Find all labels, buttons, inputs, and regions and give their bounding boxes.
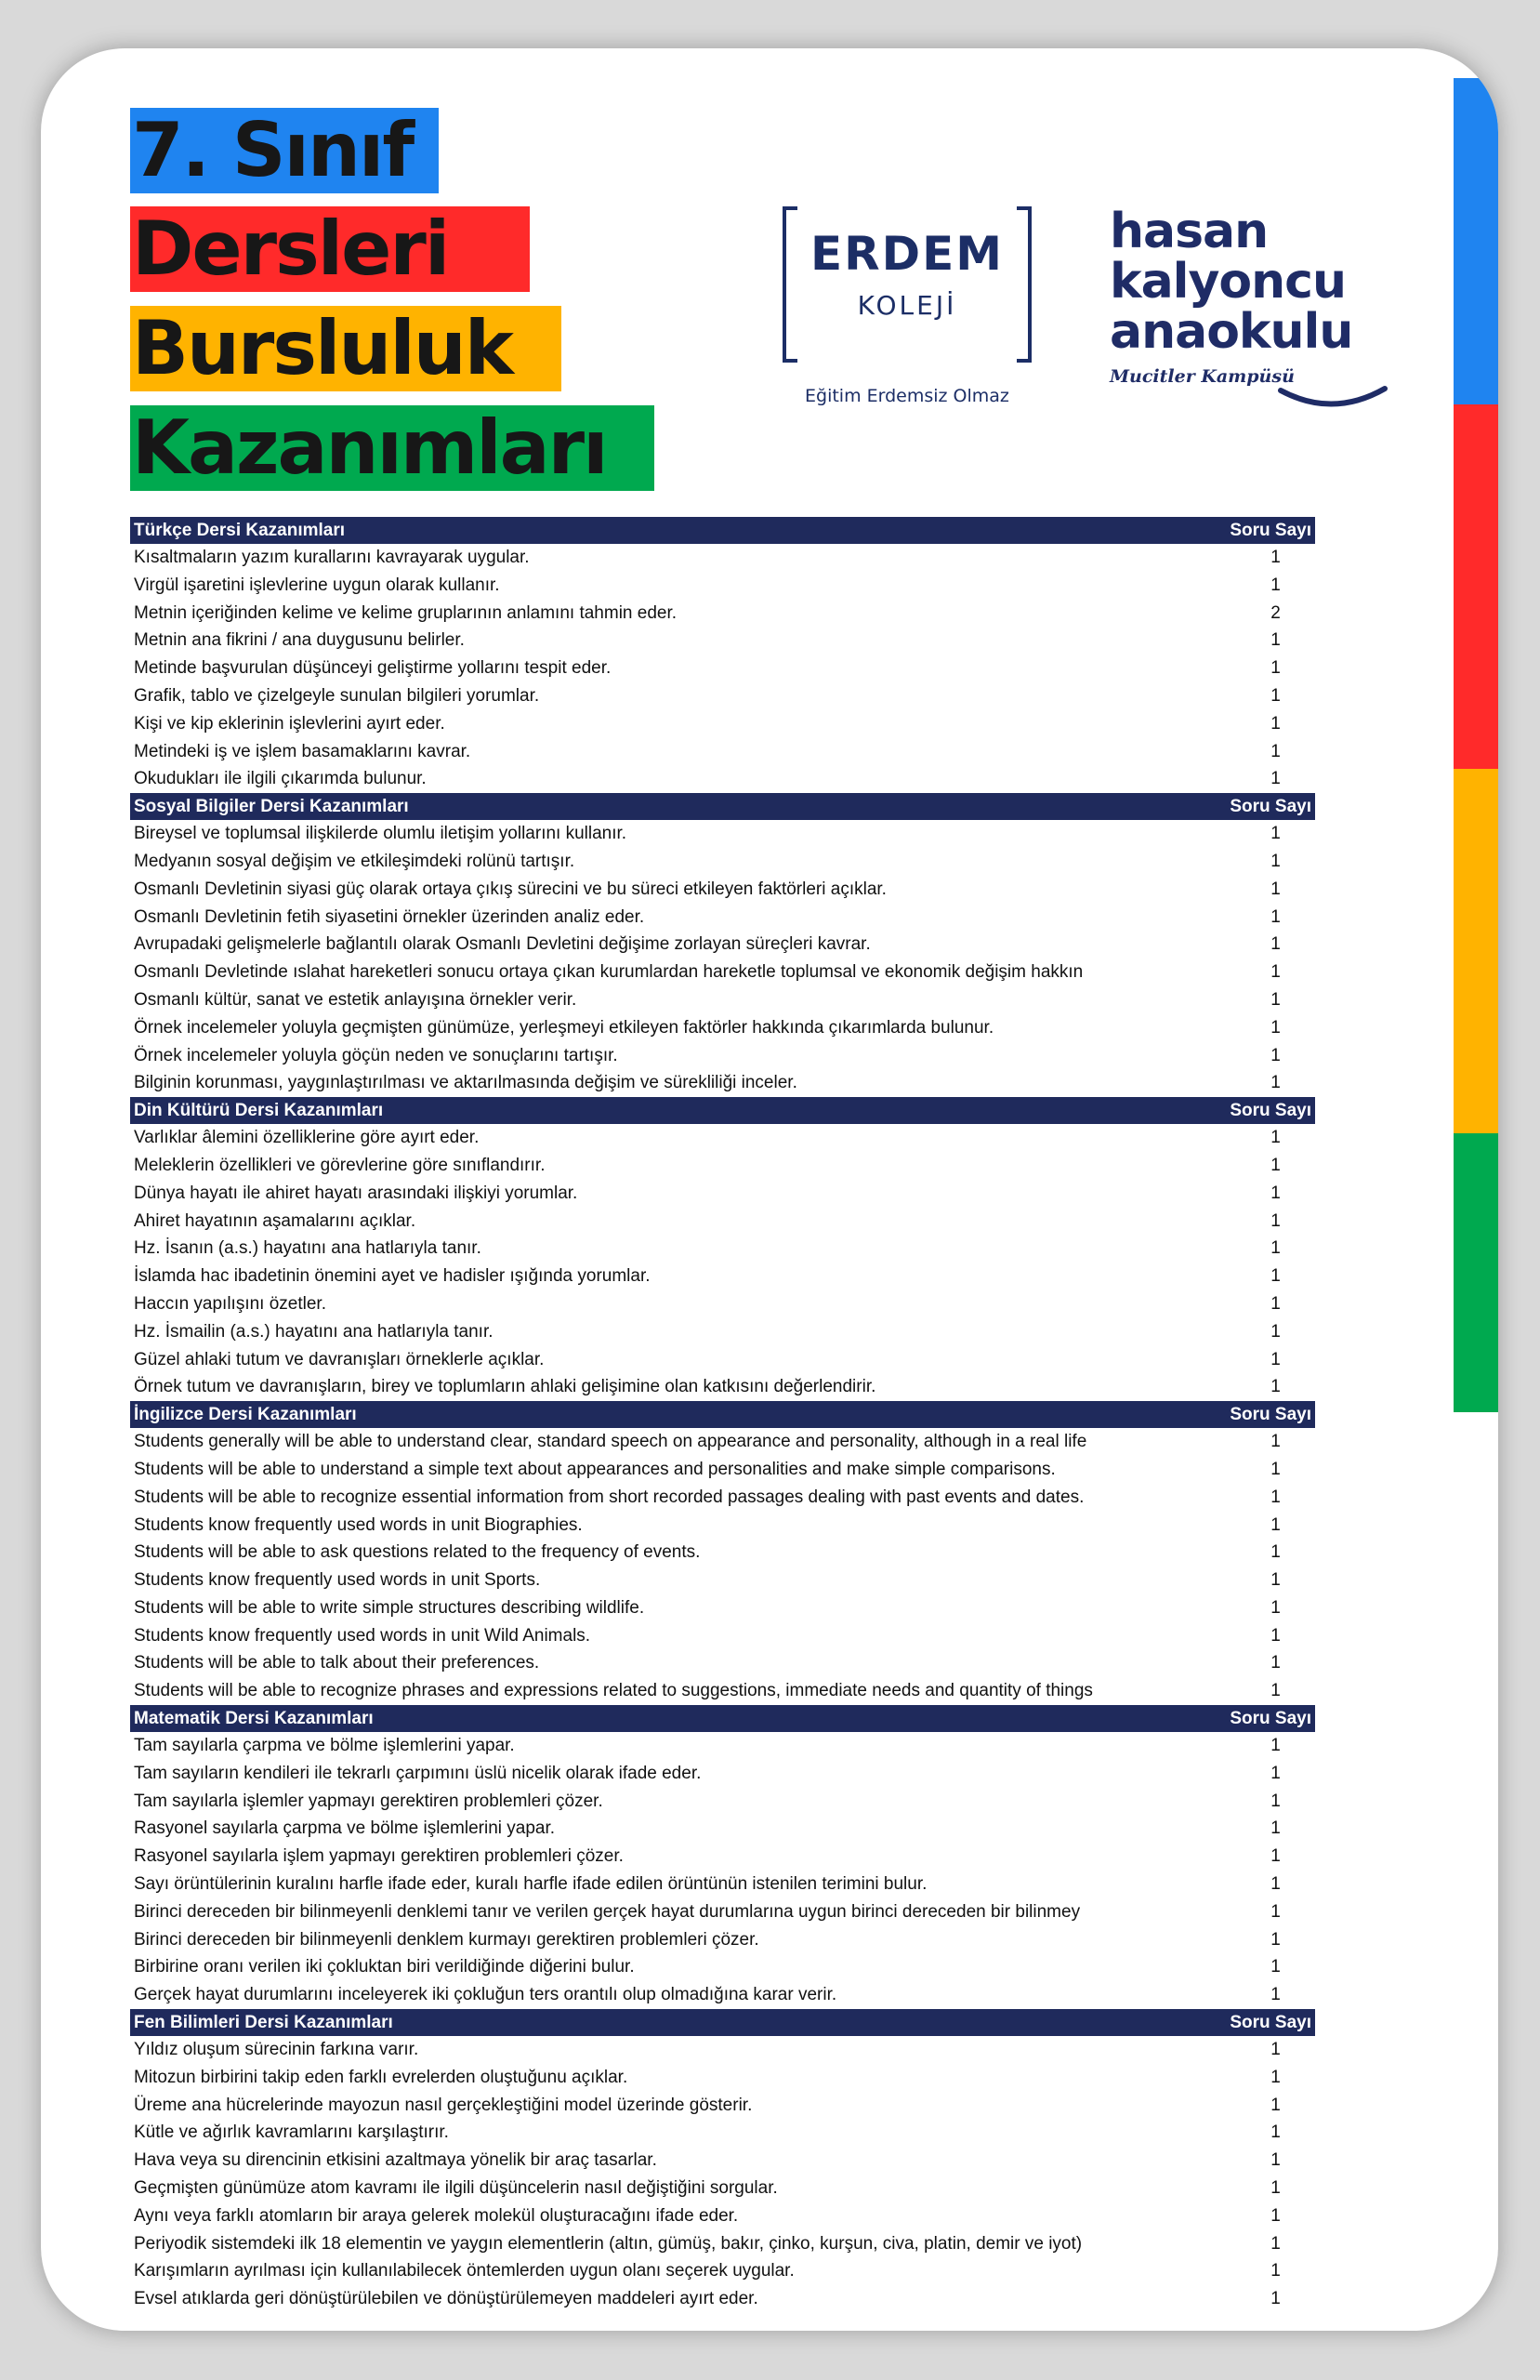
table-row xyxy=(130,1594,1315,1622)
outcome-text: Bireysel ve toplumsal ilişkilerde olumlu iletişim yollarını kullanır. xyxy=(134,824,627,844)
stripe-blue xyxy=(1454,78,1498,404)
table-row xyxy=(130,1788,1315,1816)
table-row xyxy=(130,1456,1315,1484)
outcome-text: Varlıklar âlemini özelliklerine göre ayırt eder. xyxy=(134,1128,480,1148)
table-row xyxy=(130,627,1315,654)
outcome-text: Mitozun birbirini takip eden farklı evrelerden oluştuğunu açıklar. xyxy=(134,2067,628,2087)
table-row xyxy=(130,2036,1315,2064)
table-row xyxy=(130,1871,1315,1898)
outcome-text: Metnin ana fikrini / ana duygusunu belirler. xyxy=(134,630,465,651)
question-count: 1 xyxy=(1270,741,1281,761)
table-row xyxy=(130,1843,1315,1871)
table-row xyxy=(130,1042,1315,1070)
question-count: 1 xyxy=(1270,1763,1281,1783)
hk-line-1: hasan xyxy=(1110,204,1269,259)
question-count: 1 xyxy=(1270,851,1281,871)
question-count: 1 xyxy=(1270,1736,1281,1756)
hk-subtitle: Mucitler Kampüsü xyxy=(1110,366,1295,387)
outcome-text: Okudukları ile ilgili çıkarımda bulunur. xyxy=(134,769,427,789)
outcome-text: Tam sayılarla çarpma ve bölme işlemlerini yapar. xyxy=(134,1736,515,1756)
outcome-text: Virgül işaretini işlevlerine uygun olarak kullanır. xyxy=(134,575,500,595)
outcome-text: Students will be able to write simple structures describing wildlife. xyxy=(134,1597,645,1618)
outcome-text: Students generally will be able to understand clear, standard speech on appearance and personality, although in a real life xyxy=(134,1432,1087,1452)
table-row xyxy=(130,1622,1315,1650)
outcome-text: İslamda hac ibadetinin önemini ayet ve hadisler ışığında yorumlar. xyxy=(134,1266,651,1287)
table-row xyxy=(130,738,1315,766)
outcome-text: Kişi ve kip eklerinin işlevlerini ayırt eder. xyxy=(134,713,445,734)
question-count: 1 xyxy=(1270,1210,1281,1231)
section-title: İngilizce Dersi Kazanımları xyxy=(134,1405,357,1425)
table-row xyxy=(130,1346,1315,1374)
table-row xyxy=(130,572,1315,600)
question-count: 1 xyxy=(1270,1625,1281,1646)
table-row xyxy=(130,820,1315,848)
outcome-text: Yıldız oluşum sürecinin farkına varır. xyxy=(134,2040,419,2060)
outcome-text: Meleklerin özellikleri ve görevlerine göre sınıflandırır. xyxy=(134,1155,546,1175)
question-count: 1 xyxy=(1270,1791,1281,1811)
outcome-text: Dünya hayatı ile ahiret hayatı arasındaki ilişkiyi yorumlar. xyxy=(134,1183,578,1203)
count-header: Soru Sayı xyxy=(1230,1101,1311,1121)
curriculum-tables xyxy=(130,517,1315,2313)
table-row xyxy=(130,2202,1315,2230)
outcome-text: Birbirine oranı verilen iki çokluktan biri verildiğinde diğerini bulur. xyxy=(134,1957,635,1977)
outcome-text: Karışımların ayrılması için kullanılabilecek öntemlerden uygun olanı seçerek uygular. xyxy=(134,2261,795,2281)
table-row xyxy=(130,1014,1315,1042)
question-count: 1 xyxy=(1270,1929,1281,1950)
outcome-text: Metinde başvurulan düşünceyi geliştirme yollarını tespit eder. xyxy=(134,658,612,679)
question-count: 1 xyxy=(1270,1266,1281,1287)
question-count: 1 xyxy=(1270,934,1281,955)
table-row xyxy=(130,848,1315,876)
table-row xyxy=(130,1512,1315,1540)
table-row xyxy=(130,1484,1315,1512)
question-count: 1 xyxy=(1270,769,1281,789)
outcome-text: Üreme ana hücrelerinde mayozun nasıl gerçekleştiğini model üzerinde gösterir. xyxy=(134,2095,753,2115)
question-count: 1 xyxy=(1270,713,1281,734)
outcome-text: Metnin içeriğinden kelime ve kelime gruplarının anlamını tahmin eder. xyxy=(134,602,678,623)
table-row xyxy=(130,544,1315,572)
table-row xyxy=(130,710,1315,738)
question-count: 1 xyxy=(1270,575,1281,595)
table-row xyxy=(130,986,1315,1014)
table-row xyxy=(130,2147,1315,2175)
erdem-logo xyxy=(783,206,1032,355)
outcome-text: Rasyonel sayılarla işlem yapmayı gerektiren problemleri çözer. xyxy=(134,1846,624,1867)
table-row xyxy=(130,1732,1315,1760)
table-row xyxy=(130,2175,1315,2202)
question-count: 1 xyxy=(1270,2122,1281,2143)
section-title: Din Kültürü Dersi Kazanımları xyxy=(134,1101,384,1121)
question-count: 1 xyxy=(1270,1459,1281,1479)
question-count: 1 xyxy=(1270,658,1281,679)
outcome-text: Rasyonel sayılarla çarpma ve bölme işlemlerini yapar. xyxy=(134,1818,556,1839)
section-header xyxy=(130,1401,1315,1428)
outcome-text: Students know frequently used words in unit Biographies. xyxy=(134,1514,583,1535)
question-count: 1 xyxy=(1270,1514,1281,1535)
question-count: 1 xyxy=(1270,1901,1281,1922)
question-count: 1 xyxy=(1270,630,1281,651)
table-row xyxy=(130,1567,1315,1594)
question-count: 1 xyxy=(1270,1874,1281,1895)
title-line-2: Dersleri xyxy=(130,206,530,292)
outcome-text: Aynı veya farklı atomların bir araya gelerek molekül oluşturacağını ifade eder. xyxy=(134,2205,739,2226)
table-row xyxy=(130,1235,1315,1263)
question-count: 1 xyxy=(1270,1818,1281,1839)
outcome-text: Örnek incelemeler yoluyla göçün neden ve sonuçlarını tartışır. xyxy=(134,1045,618,1065)
table-row xyxy=(130,1649,1315,1677)
outcome-text: Bilginin korunması, yaygınlaştırılması ve aktarılmasında değişim ve sürekliliği inceler. xyxy=(134,1073,797,1093)
outcome-text: Students will be able to recognize essential information from short recorded passages dealing with past events and dates. xyxy=(134,1487,1085,1507)
question-count: 1 xyxy=(1270,2205,1281,2226)
question-count: 2 xyxy=(1270,602,1281,623)
table-row xyxy=(130,1898,1315,1926)
table-row xyxy=(130,2119,1315,2147)
outcome-text: Students will be able to recognize phrases and expressions related to suggestions, immediate needs and quantity of things xyxy=(134,1681,1093,1701)
outcome-text: Hava veya su direncinin etkisini azaltmaya yönelik bir araç tasarlar. xyxy=(134,2150,657,2171)
table-row xyxy=(130,1677,1315,1705)
question-count: 1 xyxy=(1270,1017,1281,1038)
erdem-title: ERDEM xyxy=(809,227,1005,281)
logos xyxy=(783,206,1377,439)
table-row xyxy=(130,1318,1315,1346)
question-count: 1 xyxy=(1270,1957,1281,1977)
question-count: 1 xyxy=(1270,1846,1281,1867)
section-header xyxy=(130,1097,1315,1124)
page-card xyxy=(41,48,1498,2331)
title-line-4: Kazanımları xyxy=(130,405,654,491)
section-header xyxy=(130,517,1315,544)
question-count: 1 xyxy=(1270,2067,1281,2087)
outcome-text: Birinci dereceden bir bilinmeyenli denklemi tanır ve verilen gerçek hayat durumlarına uygun birinci dereceden bir bilinmey xyxy=(134,1901,1081,1922)
hk-line-3: anaokulu xyxy=(1110,304,1353,360)
outcome-text: Osmanlı Devletinde ıslahat hareketleri sonucu ortaya çıkan kurumlardan hareketle toplumsal ve ekonomik değişim hakkın xyxy=(134,962,1084,983)
outcome-text: Birinci dereceden bir bilinmeyenli denklem kurmayı gerektiren problemleri çözer. xyxy=(134,1929,759,1950)
table-row xyxy=(130,1124,1315,1152)
table-row xyxy=(130,1208,1315,1236)
question-count: 1 xyxy=(1270,1238,1281,1259)
table-row xyxy=(130,765,1315,793)
title-line-1: 7. Sınıf xyxy=(130,108,439,193)
question-count: 1 xyxy=(1270,2095,1281,2115)
table-row xyxy=(130,1180,1315,1208)
section-title: Sosyal Bilgiler Dersi Kazanımları xyxy=(134,797,409,817)
section-header xyxy=(130,2009,1315,2036)
count-header: Soru Sayı xyxy=(1230,2013,1311,2033)
question-count: 1 xyxy=(1270,989,1281,1010)
question-count: 1 xyxy=(1270,1432,1281,1452)
outcome-text: Osmanlı Devletinin siyasi güç olarak ortaya çıkış sürecini ve bu süreci etkileyen faktörleri açıklar. xyxy=(134,879,887,899)
table-row xyxy=(130,1981,1315,2009)
hasan-kalyoncu-logo xyxy=(1110,206,1389,387)
outcome-text: Periyodik sistemdeki ilk 18 elementin ve yaygın elementlerin (altın, gümüş, bakır, çinko, kurşun, civa, platin, demir ve iyot) xyxy=(134,2233,1083,2254)
hk-line-2: kalyoncu xyxy=(1110,254,1346,310)
question-count: 1 xyxy=(1270,2040,1281,2060)
table-row xyxy=(130,931,1315,959)
question-count: 1 xyxy=(1270,1487,1281,1507)
table-row xyxy=(130,1290,1315,1318)
section-header xyxy=(130,1705,1315,1732)
section-title: Türkçe Dersi Kazanımları xyxy=(134,521,346,540)
question-count: 1 xyxy=(1270,1073,1281,1093)
table-row xyxy=(130,2230,1315,2258)
question-count: 1 xyxy=(1270,1155,1281,1175)
question-count: 1 xyxy=(1270,906,1281,927)
question-count: 1 xyxy=(1270,1985,1281,2005)
outcome-text: Kısaltmaların yazım kurallarını kavrayarak uygular. xyxy=(134,548,530,567)
table-row xyxy=(130,1428,1315,1456)
outcome-text: Haccın yapılışını özetler. xyxy=(134,1293,326,1314)
outcome-text: Geçmişten günümüze atom kavramı ile ilgili düşüncelerin nasıl değiştiğini sorgular. xyxy=(134,2178,778,2199)
outcome-text: Students will be able to talk about their preferences. xyxy=(134,1653,540,1673)
outcome-text: Hz. İsmailin (a.s.) hayatını ana hatlarıyla tanır. xyxy=(134,1321,494,1342)
outcome-text: Metindeki iş ve işlem basamaklarını kavrar. xyxy=(134,741,471,761)
outcome-text: Students will be able to ask questions related to the frequency of events. xyxy=(134,1542,701,1563)
outcome-text: Tam sayılarla işlemler yapmayı gerektiren problemleri çözer. xyxy=(134,1791,603,1811)
outcome-text: Ahiret hayatının aşamalarını açıklar. xyxy=(134,1210,416,1231)
question-count: 1 xyxy=(1270,2261,1281,2281)
erdem-subtitle: KOLEJİ xyxy=(857,290,957,321)
table-row xyxy=(130,1263,1315,1290)
table-row xyxy=(130,1539,1315,1567)
outcome-text: Grafik, tablo ve çizelgeyle sunulan bilgileri yorumlar. xyxy=(134,685,540,706)
outcome-text: Kütle ve ağırlık kavramlarını karşılaştırır. xyxy=(134,2122,449,2143)
question-count: 1 xyxy=(1270,1045,1281,1065)
question-count: 1 xyxy=(1270,1128,1281,1148)
table-row xyxy=(130,2285,1315,2313)
table-row xyxy=(130,654,1315,682)
table-row xyxy=(130,876,1315,904)
count-header: Soru Sayı xyxy=(1230,1709,1311,1729)
outcome-text: Örnek incelemeler yoluyla geçmişten günümüze, yerleşmeyi etkileyen faktörler hakkında çıkarımlarda bulunur. xyxy=(134,1017,994,1038)
section-header xyxy=(130,793,1315,820)
question-count: 1 xyxy=(1270,1570,1281,1591)
section-title: Matematik Dersi Kazanımları xyxy=(134,1709,374,1729)
outcome-text: Students know frequently used words in unit Sports. xyxy=(134,1570,541,1591)
table-row xyxy=(130,682,1315,710)
table-row xyxy=(130,1815,1315,1843)
table-row xyxy=(130,2092,1315,2120)
erdem-motto: Eğitim Erdemsiz Olmaz xyxy=(805,386,1009,406)
outcome-text: Gerçek hayat durumlarını inceleyerek iki çokluğun ters orantılı olup olmadığına karar verir. xyxy=(134,1985,837,2005)
section-title: Fen Bilimleri Dersi Kazanımları xyxy=(134,2013,393,2033)
question-count: 1 xyxy=(1270,548,1281,567)
question-count: 1 xyxy=(1270,1349,1281,1369)
question-count: 1 xyxy=(1270,2150,1281,2171)
question-count: 1 xyxy=(1270,962,1281,983)
count-header: Soru Sayı xyxy=(1230,797,1311,817)
question-count: 1 xyxy=(1270,2233,1281,2254)
stripe-red xyxy=(1454,404,1498,769)
question-count: 1 xyxy=(1270,1321,1281,1342)
outcome-text: Örnek tutum ve davranışların, birey ve toplumların ahlaki gelişimine olan katkısını değerlendirir. xyxy=(134,1377,876,1397)
table-row xyxy=(130,2064,1315,2092)
outcome-text: Sayı örüntülerinin kuralını harfle ifade eder, kuralı harfle ifade edilen örüntünün istenilen terimini bulur. xyxy=(134,1874,928,1895)
smile-swoosh-icon xyxy=(1277,385,1389,413)
question-count: 1 xyxy=(1270,1653,1281,1673)
count-header: Soru Sayı xyxy=(1230,1405,1311,1425)
question-count: 1 xyxy=(1270,2289,1281,2309)
outcome-text: Students will be able to understand a simple text about appearances and personalities and make simple comparisons. xyxy=(134,1459,1056,1479)
outcome-text: Osmanlı kültür, sanat ve estetik anlayışına örnekler verir. xyxy=(134,989,577,1010)
title-line-3: Bursluluk xyxy=(130,306,561,391)
outcome-text: Tam sayıların kendileri ile tekrarlı çarpımını üslü nicelik olarak ifade eder. xyxy=(134,1763,702,1783)
outcome-text: Evsel atıklarda geri dönüştürülebilen ve dönüştürülemeyen maddeleri ayırt eder. xyxy=(134,2289,758,2309)
outcome-text: Güzel ahlaki tutum ve davranışları örneklerle açıklar. xyxy=(134,1349,545,1369)
question-count: 1 xyxy=(1270,1681,1281,1701)
question-count: 1 xyxy=(1270,685,1281,706)
table-row xyxy=(130,1760,1315,1788)
question-count: 1 xyxy=(1270,1183,1281,1203)
question-count: 1 xyxy=(1270,1542,1281,1563)
stripe-green xyxy=(1454,1133,1498,1412)
table-row xyxy=(130,600,1315,628)
table-row xyxy=(130,959,1315,986)
question-count: 1 xyxy=(1270,1293,1281,1314)
table-row xyxy=(130,1373,1315,1401)
table-row xyxy=(130,904,1315,932)
stripe-yellow xyxy=(1454,769,1498,1133)
table-row xyxy=(130,1069,1315,1097)
question-count: 1 xyxy=(1270,824,1281,844)
question-count: 1 xyxy=(1270,2178,1281,2199)
question-count: 1 xyxy=(1270,1377,1281,1397)
table-row xyxy=(130,1953,1315,1981)
outcome-text: Osmanlı Devletinin fetih siyasetini örnekler üzerinden analiz eder. xyxy=(134,906,645,927)
table-row xyxy=(130,1152,1315,1180)
outcome-text: Medyanın sosyal değişim ve etkileşimdeki rolünü tartışır. xyxy=(134,851,575,871)
table-row xyxy=(130,1926,1315,1954)
outcome-text: Avrupadaki gelişmelerle bağlantılı olarak Osmanlı Devletini değişime zorlayan süreçleri kavrar. xyxy=(134,934,871,955)
table-row xyxy=(130,2257,1315,2285)
outcome-text: Students know frequently used words in unit Wild Animals. xyxy=(134,1625,591,1646)
question-count: 1 xyxy=(1270,1597,1281,1618)
outcome-text: Hz. İsanın (a.s.) hayatını ana hatlarıyla tanır. xyxy=(134,1238,481,1259)
question-count: 1 xyxy=(1270,879,1281,899)
count-header: Soru Sayı xyxy=(1230,521,1311,540)
